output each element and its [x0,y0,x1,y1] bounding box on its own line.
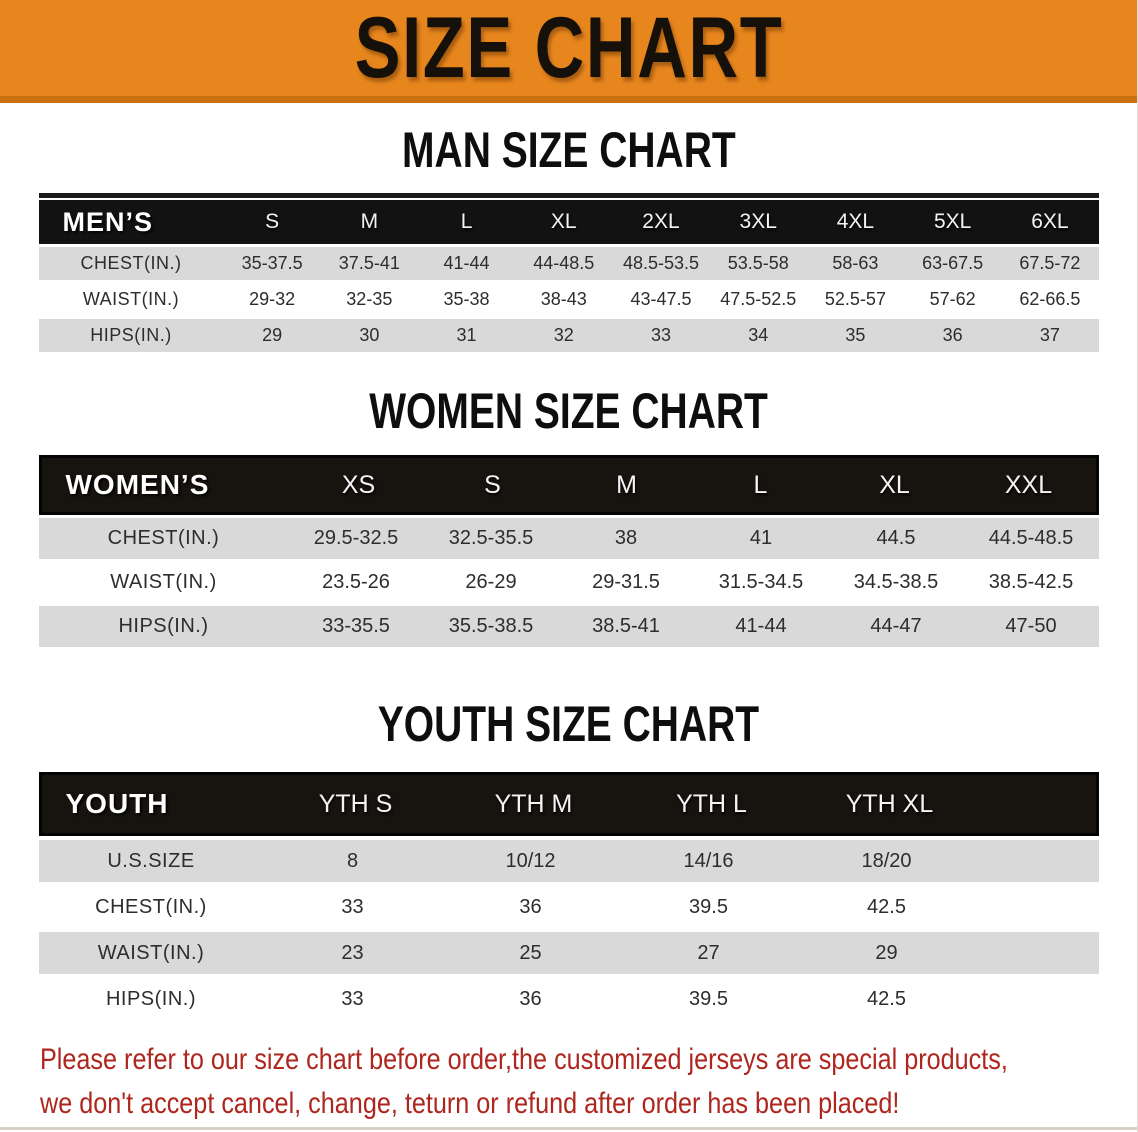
column-header: 4XL [836,210,875,233]
size-value: 30 [359,325,380,345]
size-value: 53.5-58 [727,253,789,273]
column-header: 2XL [642,210,680,233]
size-value: 29.5-32.5 [313,527,399,549]
size-value: 44.5-48.5 [988,527,1074,549]
column-header: 3XL [739,210,777,233]
size-value: 27 [697,941,720,964]
column-header: XL [550,210,577,233]
size-value: 32.5-35.5 [448,527,534,549]
table-row [39,932,1099,974]
column-header: YTH L [676,789,747,818]
size-value: 39.5 [689,987,728,1010]
size-value: 39.5 [689,895,728,918]
size-value: 48.5-53.5 [622,253,700,273]
table-header-row [39,772,1099,836]
size-value: 25 [519,941,542,964]
size-value: 58-63 [832,253,879,273]
table-header-row [39,200,1099,244]
table-row [39,518,1099,559]
size-value: 42.5 [867,987,906,1010]
table-row [39,886,1099,928]
row-label: CHEST(IN.) [80,253,182,273]
size-value: 29 [262,325,283,345]
column-header: XS [341,470,376,499]
women-section-heading-text: WOMEN SIZE CHART [369,383,768,439]
size-chart-body [0,122,1137,1020]
table-header-row [39,455,1099,515]
table-row [39,840,1099,882]
size-value: 38 [614,527,638,549]
column-header: XXL [1004,470,1053,499]
size-value: 33 [341,987,364,1010]
size-value: 47.5-52.5 [720,289,797,309]
size-value: 41-44 [735,615,787,637]
size-value: 44-47 [870,615,922,637]
men-section-heading-text: MAN SIZE CHART [401,122,736,178]
row-label: CHEST(IN.) [95,895,207,918]
size-value: 37.5-41 [338,253,400,273]
column-header: M [616,470,637,499]
size-value: 31.5-34.5 [718,571,804,593]
banner-title: SIZE CHART [354,0,783,96]
women-size-chart-section [0,383,1137,647]
youth-size-table [39,772,1099,1020]
size-value: 33-35.5 [322,615,390,637]
size-value: 67.5-72 [1019,253,1081,273]
size-value: 38.5-42.5 [988,571,1074,593]
table-corner-label: MEN’S [62,206,154,237]
disclaimer-line-1: Please refer to our size chart before order,the customized jerseys are special products, [40,1043,1008,1076]
column-header: S [265,210,280,233]
size-value: 33 [341,895,364,918]
size-value: 44-48.5 [533,253,595,273]
size-value: 42.5 [867,895,906,918]
size-value: 23.5-26 [322,571,390,593]
column-header: YTH XL [845,789,934,818]
table-corner-label: WOMEN’S [65,469,210,500]
table-row [39,978,1099,1020]
men-size-chart-section [0,122,1137,352]
row-label: WAIST(IN.) [82,289,180,309]
size-value: 10/12 [505,849,556,872]
column-header: YTH M [494,789,573,818]
table-row [39,283,1099,316]
size-value: 35-38 [443,289,490,309]
size-value: 34.5-38.5 [853,571,939,593]
size-value: 32-35 [346,289,393,309]
size-value: 31 [456,325,477,345]
size-value: 52.5-57 [824,289,886,309]
table-corner-label: YOUTH [65,788,169,819]
disclaimer-line-2: we don't accept cancel, change, teturn or refund after order has been placed! [40,1087,900,1120]
size-value: 34 [748,325,769,345]
size-value: 29-32 [249,289,296,309]
size-value: 14/16 [683,849,734,872]
size-value: 35.5-38.5 [448,615,534,637]
column-header: L [753,470,768,499]
column-header: 5XL [933,210,972,233]
column-header: XL [879,470,910,499]
row-label: CHEST(IN.) [107,527,220,549]
size-value: 62-66.5 [1019,289,1081,309]
women-size-table [39,455,1099,647]
column-header: YTH S [318,789,393,818]
column-header: S [484,470,501,499]
row-label: HIPS(IN.) [118,615,209,637]
size-value: 33 [650,325,671,345]
size-value: 18/20 [861,849,912,872]
size-value: 36 [519,895,542,918]
size-value: 44.5 [876,527,916,549]
size-value: 26-29 [465,571,517,593]
row-label: U.S.SIZE [107,849,195,872]
banner [0,0,1137,103]
row-label: WAIST(IN.) [110,571,217,593]
size-value: 41-44 [443,253,490,273]
men-size-table [39,193,1099,352]
size-value: 63-67.5 [922,253,984,273]
size-value: 47-50 [1005,615,1057,637]
size-value: 36 [942,325,963,345]
bottom-edge-rule [0,1127,1137,1130]
column-header: L [460,210,473,233]
size-value: 35 [845,325,866,345]
row-label: HIPS(IN.) [90,325,172,345]
table-row [39,562,1099,603]
women-section-heading [0,383,1137,439]
table-row [39,606,1099,647]
size-value: 57-62 [929,289,976,309]
column-header: M [360,210,379,233]
youth-size-chart-section [0,696,1137,1020]
size-value: 43-47.5 [630,289,692,309]
row-label: WAIST(IN.) [97,941,205,964]
size-value: 32 [553,325,574,345]
size-value: 35-37.5 [241,253,303,273]
column-header: 6XL [1031,210,1069,233]
table-top-rule [39,193,1099,198]
youth-section-heading [0,696,1137,752]
size-value: 41 [749,527,773,549]
table-row [39,247,1099,280]
youth-section-heading-text: YOUTH SIZE CHART [377,696,760,752]
size-value: 29-31.5 [592,571,660,593]
table-row [39,319,1099,352]
disclaimer [40,1038,1137,1126]
size-value: 37 [1039,325,1060,345]
row-label: HIPS(IN.) [105,987,197,1010]
size-value: 29 [875,941,898,964]
size-value: 38-43 [540,289,587,309]
size-value: 8 [346,849,359,872]
size-value: 23 [341,941,364,964]
size-value: 36 [519,987,542,1010]
size-value: 38.5-41 [592,615,660,637]
men-section-heading [0,122,1137,178]
